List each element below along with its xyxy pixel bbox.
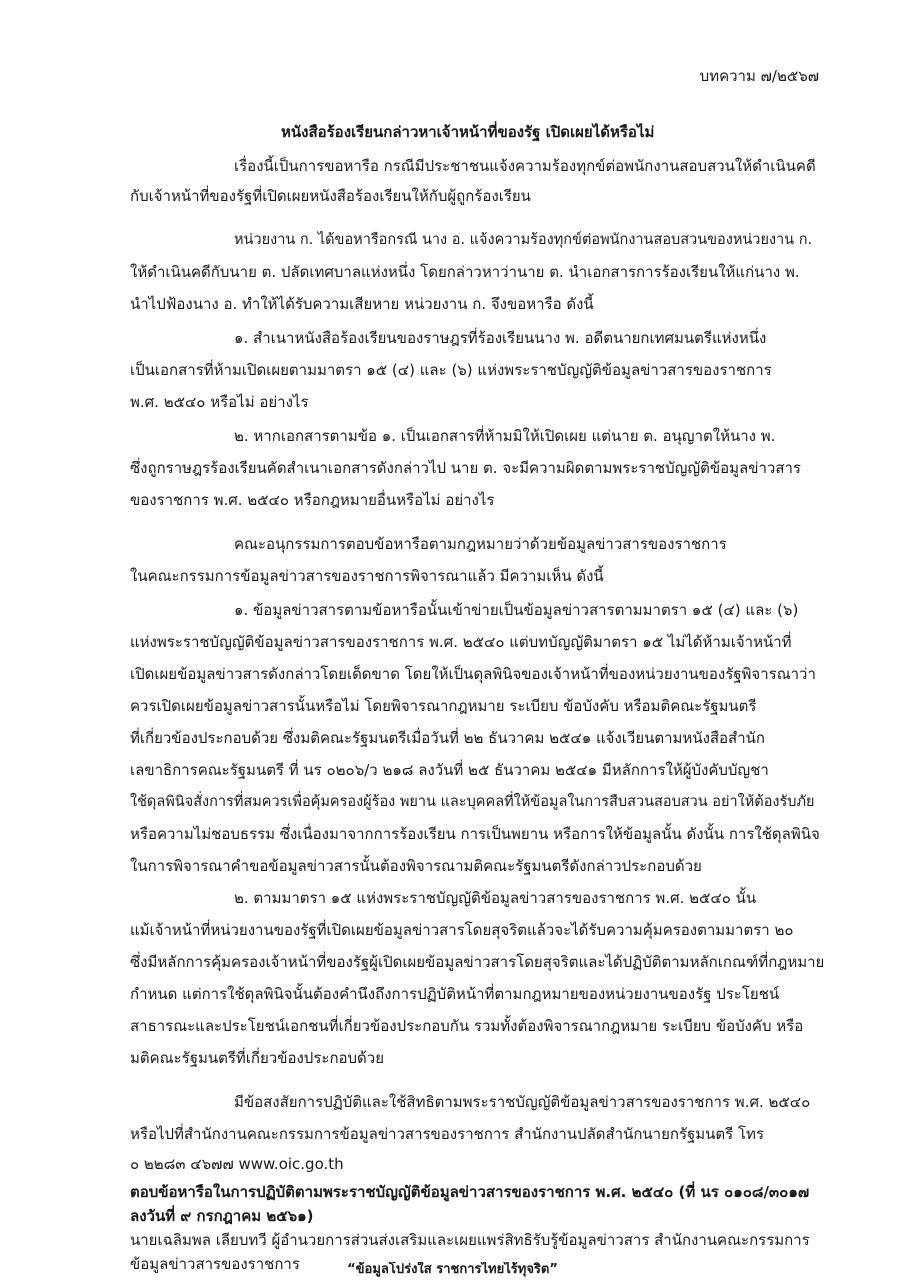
contact-line-2: หรือไปที่สำนักงานคณะกรรมการข้อมูลข่าวสารของราชการ สำนักงานปลัดสำนักนายกรัฐมนตรี โทร [130,1125,764,1143]
question-1-line-3: พ.ศ. ๒๕๔๐ หรือไม่ อย่างไร [130,393,309,411]
question-1-line-1: ๑. สำเนาหนังสือร้องเรียนของราษฎรที่ร้องเรียนนาง พ. อดีตนายกเทศมนตรีแห่งหนึ่ง [234,329,767,347]
author-line-2: ข้อมูลข่าวสารของราชการ [130,1255,300,1273]
opinion-2-line-1: ๒. ตามมาตรา ๑๕ แห่งพระราชบัญญัติข้อมูลข่าวสารของราชการ พ.ศ. ๒๕๔๐ นั้น [234,889,757,907]
author-line-1: นายเฉลิมพล เลียบทวี ผู้อำนวยการส่วนส่งเสริมและเผยแพร่สิทธิรับรู้ข้อมูลข่าวสาร สำนักงานคณะกรรมการ [130,1231,810,1249]
opinion-1-line-9: ในการพิจารณาคำขอข้อมูลข่าวสารนั้นต้องพิจารณามติคณะรัฐมนตรีดังกล่าวประกอบด้วย [130,857,702,875]
opinion-1-line-5: ที่เกี่ยวข้องประกอบด้วย ซึ่งมติคณะรัฐมนตรีเมื่อวันที่ ๒๒ ธันวาคม ๒๕๔๑ แจ้งเวียนตามหนังสือสำนัก [130,729,765,747]
reference-line-1: ตอบข้อหารือในการปฏิบัติตามพระราชบัญญัติข้อมูลข่าวสารของราชการ พ.ศ. ๒๕๔๐ (ที่ นร ๐๑๐๘/๓๐๑๗ [130,1183,810,1201]
opinion-1-line-8: หรือความไม่ชอบธรรม ซึ่งเนื่องมาจากการร้องเรียน การเป็นพยาน หรือการให้ข้อมูลนั้น ดังนั้น การใช้ดุลพินิจ [130,825,820,843]
opinion-2-line-2: แม้เจ้าหน้าที่หน่วยงานของรัฐที่เปิดเผยข้อมูลข่าวสารโดยสุจริตแล้วจะได้รับความคุ้มครองตามมาตรา ๒๐ [130,921,794,939]
reference-line-2: ลงวันที่ ๙ กรกฎาคม ๒๕๖๑) [130,1207,314,1225]
intro-line-1: เรื่องนี้เป็นการขอหารือ กรณีมีประชาชนแจ้งความร้องทุกข์ต่อพนักงานสอบสวนให้ดำเนินคดี [234,157,816,175]
opinion-1-line-7: ใช้ดุลพินิจสั่งการที่สมควรเพื่อคุ้มครองผู้ร้อง พยาน และบุคคลที่ให้ข้อมูลในการสืบสวนสอบสวน อย่าให้ต้องรับภัย [130,794,815,810]
opinion-2-line-6: มติคณะรัฐมนตรีที่เกี่ยวข้องประกอบด้วย [130,1049,385,1067]
question-1-line-2: เป็นเอกสารที่ห้ามเปิดเผยตามมาตรา ๑๕ (๔) และ (๖) แห่งพระราชบัญญัติข้อมูลข่าวสารของราชการ [130,361,772,379]
facts-line-2: ให้ดำเนินคดีกับนาย ต. ปลัดเทศบาลแห่งหนึ่ง โดยกล่าวหาว่านาย ต. นำเอกสารการร้องเรียนให้แก่นาง พ. [130,263,800,281]
opinion-1-line-4: ควรเปิดเผยข้อมูลข่าวสารนั้นหรือไม่ โดยพิจารณากฎหมาย ระเบียบ ข้อบังคับ หรือมติคณะรัฐมนตรี [130,697,757,715]
question-2-line-3: ของราชการ พ.ศ. ๒๕๔๐ หรือกฎหมายอื่นหรือไม่ อย่างไร [130,491,495,509]
question-2-line-2: ซึ่งถูกราษฎรร้องเรียนคัดสำเนาเอกสารดังกล่าวไป นาย ต. จะมีความผิดตามพระราชบัญญัติข้อมูลข่าวสาร [130,459,801,477]
page-title: หนังสือร้องเรียนกล่าวหาเจ้าหน้าที่ของรัฐ เปิดเผยได้หรือไม่ [281,123,655,141]
committee-line-2: ในคณะกรรมการข้อมูลข่าวสารของราชการพิจารณาแล้ว มีความเห็น ดังนี้ [130,567,604,585]
opinion-1-line-3: เปิดเผยข้อมูลข่าวสารดังกล่าวโดยเด็ดขาด โดยให้เป็นดุลพินิจของเจ้าหน้าที่ของหน่วยงานของรัฐพิจารณาว่า [130,665,816,683]
committee-line-1: คณะอนุกรรมการตอบข้อหารือตามกฎหมายว่าด้วยข้อมูลข่าวสารของราชการ [234,535,727,553]
intro-line-2: กับเจ้าหน้าที่ของรัฐที่เปิดเผยหนังสือร้องเรียนให้กับผู้ถูกร้องเรียน [130,187,531,205]
facts-line-1: หน่วยงาน ก. ได้ขอหารือกรณี นาง อ. แจ้งความร้องทุกข์ต่อพนักงานสอบสวนของหน่วยงาน ก. [234,232,813,248]
contact-line-1: มีข้อสงสัยการปฏิบัติและใช้สิทธิตามพระราชบัญญัติข้อมูลข่าวสารของราชการ พ.ศ. ๒๕๔๐ [234,1093,811,1111]
slogan: “ข้อมูลโปร่งใส ราชการไทยไร้ทุจริต” [347,1262,558,1277]
opinion-1-line-1: ๑. ข้อมูลข่าวสารตามข้อหารือนั้นเข้าข่ายเป็นข้อมูลข่าวสารตามมาตรา ๑๕ (๔) และ (๖) [234,601,799,619]
opinion-1-line-2: แห่งพระราชบัญญัติข้อมูลข่าวสารของราชการ พ.ศ. ๒๕๔๐ แต่บทบัญญัติมาตรา ๑๕ ไม่ได้ห้ามเจ้าหน้าที่ [130,633,792,651]
opinion-1-line-6: เลขาธิการคณะรัฐมนตรี ที่ นร ๐๒๐๖/ว ๒๑๘ ลงวันที่ ๒๕ ธันวาคม ๒๕๔๑ มีหลักการให้ผู้บังคับบัญชา [130,761,769,779]
opinion-2-line-5: สาธารณะและประโยชน์เอกชนที่เกี่ยวข้องประกอบกัน รวมทั้งต้องพิจารณากฎหมาย ระเบียบ ข้อบังคับ หรือ [130,1017,804,1035]
question-2-line-1: ๒. หากเอกสารตามข้อ ๑. เป็นเอกสารที่ห้ามมิให้เปิดเผย แต่นาย ต. อนุญาตให้นาง พ. [234,427,776,445]
opinion-2-line-4: กำหนด แต่การใช้ดุลพินิจนั้นต้องคำนึงถึงการปฏิบัติหน้าที่ตามกฎหมายของหน่วยงานของรัฐ ประโยชน์ [130,985,780,1003]
facts-line-3: นำไปฟ้องนาง อ. ทำให้ได้รับความเสียหาย หน่วยงาน ก. จึงขอหารือ ดังนี้ [130,295,594,313]
opinion-2-line-3: ซึ่งมีหลักการคุ้มครองเจ้าหน้าที่ของรัฐผู้เปิดเผยข้อมูลข่าวสารโดยสุจริตและได้ปฏิบัติตามหลักเกณฑ์ที่กฎหมาย [130,953,825,971]
article-number: บทความ ๗/๒๕๖๗ [699,67,819,85]
contact-line-3: ๐ ๒๒๘๓ ๔๖๗๗ www.oic.go.th [130,1155,344,1173]
